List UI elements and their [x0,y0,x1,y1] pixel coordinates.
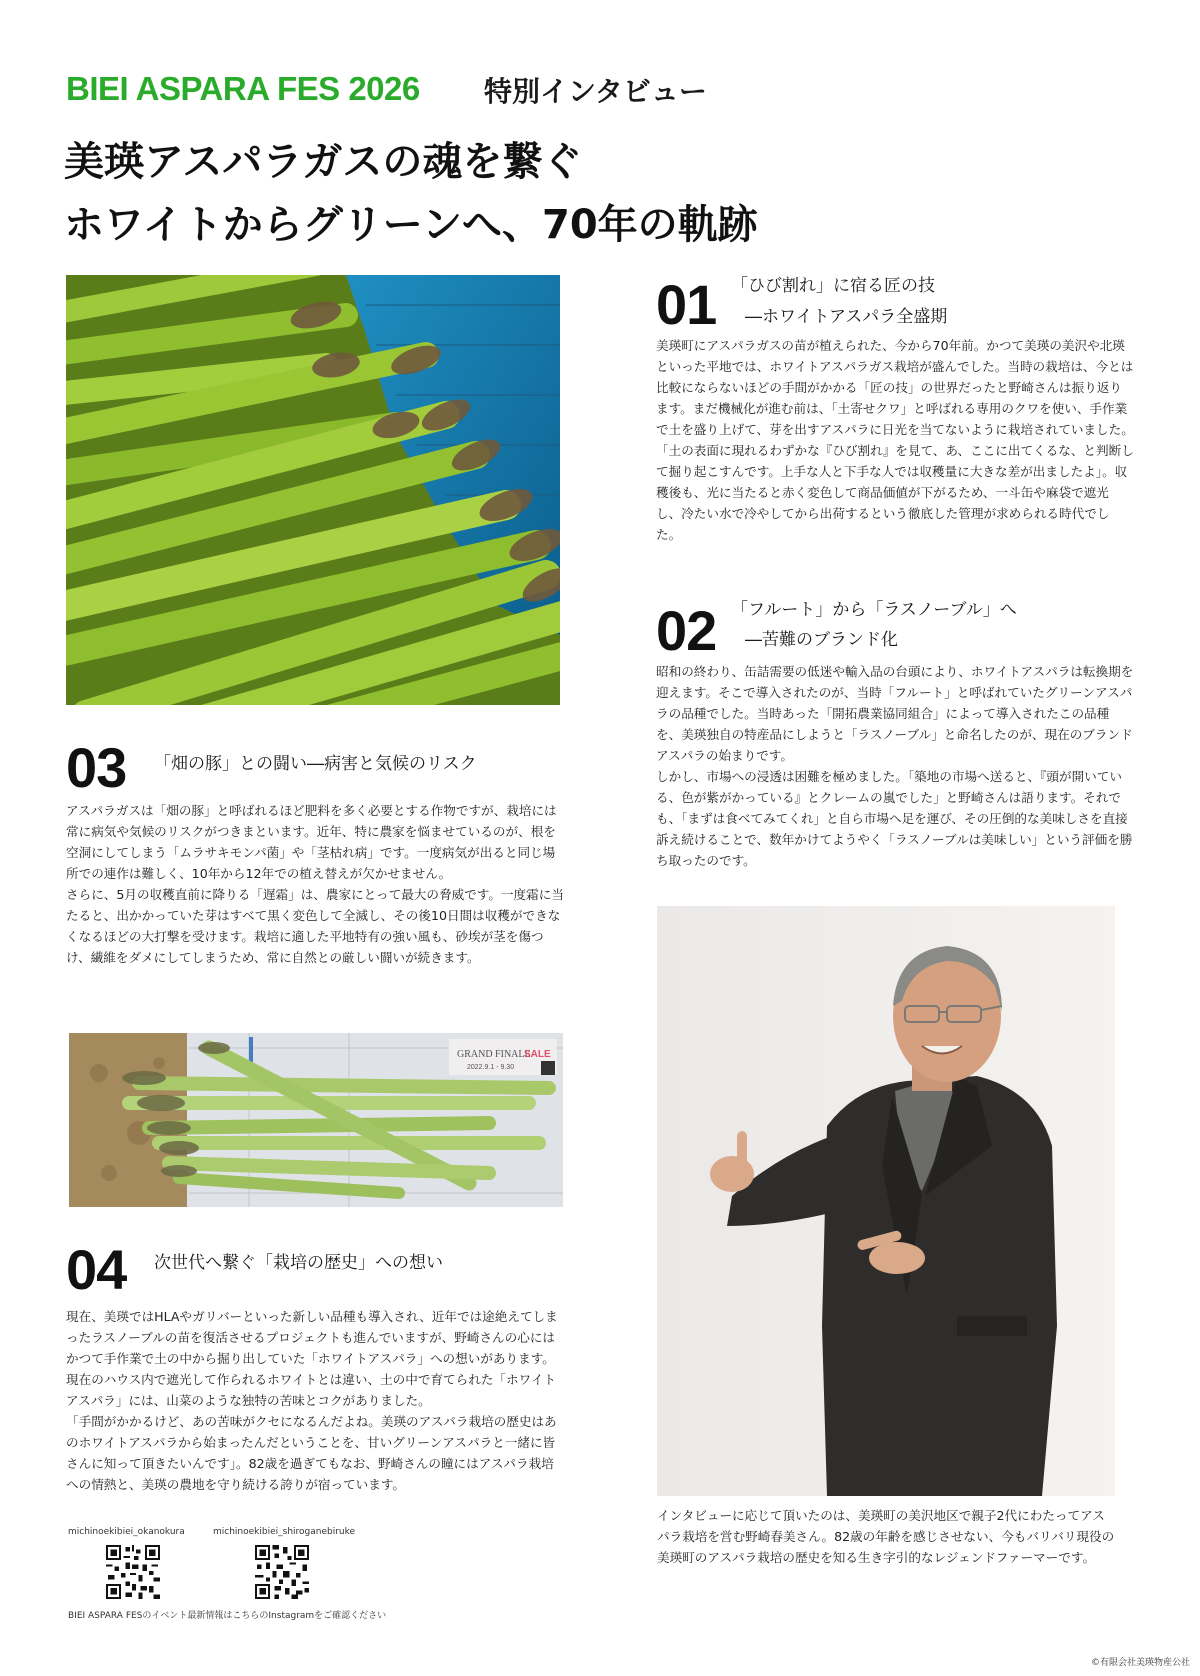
section-01-number: 01 [656,273,717,336]
section-03-title: 「畑の豚」との闘い―病害と気候のリスク [154,754,477,774]
svg-text:2022.9.1 - 9.30: 2022.9.1 - 9.30 [467,1064,515,1071]
copyright: ©有限会社美瑛物産公社 [1090,1658,1190,1668]
section-03-number: 03 [66,736,127,799]
section-02-title: 「フルート」から「ラスノーブル」へ [731,600,1017,620]
section-03-paragraph: アスパラガスは「畑の豚」と呼ばれるほど肥料を多く必要とする作物ですが、栽培には常に病気や気候のリスクがつきまといます。近年、特に農家を悩ませているのが、根を空洞にしてしまう「ムラサキモンパ菌」や「茎枯れ病」です。一度病気が出ると同じ場所での連作は難しく、10年から12年での植え替えが欠かせません。 [66,803,557,881]
section-04-body [66,1306,566,1495]
qr-code-icon[interactable] [255,1545,309,1599]
instagram-handle-okanokura[interactable]: michinoekibiei_okanokura [68,1527,185,1537]
section-02-number: 02 [656,599,717,662]
section-02-paragraph: 昭和の終わり、缶詰需要の低迷や輸入品の台頭により、ホワイトアスパラは転換期を迎えます。そこで導入されたのが、当時「フルート」と呼ばれていたグリーンアスパラの品種でした。当時あった「開拓農業協同組合」によって導入されたこの品種を、美瑛独自の特産品にしようと「ラスノーブル」と命名したのが、現在のブランドアスパラの始まりです。 [656,664,1134,763]
interview-kicker: 特別インタビュー [484,75,707,108]
section-01-body [656,335,1134,545]
section-02-paragraph: しかし、市場への浸透は困難を極めました。「築地の市場へ送ると、『頭が開いている、色が紫がかっている』とクレームの嵐でした」と野崎さんは語ります。それでも、「まずは食べてみてくれ」と自ら市場へ足を運び、その圧倒的な美味しさを直接訴え続けることで、数年かけてようやく「ラスノーブルは美味しい」という評価を勝ち取ったのです。 [656,769,1133,868]
section-04-paragraph: 「手間がかかるけど、あの苦味がクセになるんだよね。美瑛のアスパラ栽培の歴史はあのホワイトアスパラから始まったんだということを、甘いグリーンアスパラと一緒に皆さんに知って頂きたいんです」。82歳を過ぎてもなお、野崎さんの瞳にはアスパラ栽培への情熱と、美瑛の農地を守り続ける誇りが宿っています。 [66,1414,557,1492]
svg-text:SALE: SALE [524,1049,551,1060]
section-04-number: 04 [66,1238,127,1301]
section-01-paragraph: 「土の表面に現れるわずかな『ひび割れ』を見て、あ、ここに出てくるな、と判断して掘り起こすんです。上手な人と下手な人では収穫量に大きな差が出ましたよ」。収穫後も、光に当たると赤く変色して商品価値が下がるため、一斗缶や麻袋で遮光し、冷たい水で冷やしてから出荷するという徹底した管理が求められる時代でした。 [656,443,1134,542]
headline-line-1: 美瑛アスパラガスの魂を繋ぐ [64,139,583,185]
headline-line-2: ホワイトからグリーンへ、70年の軌跡 [64,202,758,248]
section-04-title: 次世代へ繋ぐ「栽培の歴史」への想い [154,1253,443,1273]
qr-code-icon[interactable] [106,1545,160,1599]
section-01-title: 「ひび割れ」に宿る匠の技 [731,276,935,296]
photo-asparagus-bundle [69,1033,563,1207]
section-01-subtitle: ―ホワイトアスパラ全盛期 [745,307,948,327]
photo-farmer-portrait [657,906,1115,1496]
photo-asparagus-crate [66,275,560,705]
section-03-paragraph: さらに、5月の収穫直前に降りる「遅霜」は、農家にとって最大の脅威です。一度霜に当たると、出かかっていた芽はすべて黒く変色して全滅し、その後10日間は収穫ができなくなるほどの大打撃を受けます。栽培に適した平地特有の強い風も、砂埃が茎を傷つけ、繊維をダメにしてしまうため、常に自然との厳しい闘いが続きます。 [66,887,564,965]
instagram-note: BIEI ASPARA FESのイベント最新情報はこちらのInstagramをご確認ください [68,1611,387,1621]
event-brand-title: BIEI ASPARA FES 2026 [66,70,420,107]
section-01-paragraph: 美瑛町にアスパラガスの苗が植えられた、今から70年前。かつて美瑛の美沢や北瑛といった平地では、ホワイトアスパラガス栽培が盛んでした。当時の栽培は、今とは比較にならないほどの手間がかかる「匠の技」の世界だったと野崎さんは振り返ります。まだ機械化が進む前は、「土寄せクワ」と呼ばれる専用のクワを使い、手作業で土を盛り上げて、芽を出すアスパラに日光を当てないように栽培されていました。 [656,338,1134,437]
section-04-paragraph: 現在、美瑛ではHLAやガリバーといった新しい品種も導入され、近年では途絶えてしまったラスノーブルの苗を復活させるプロジェクトも進んでいますが、野崎さんの心にはかつて手作業で土の中から掘り出していた「ホワイトアスパラ」への想いがあります。現在のハウス内で遮光して作られるホワイトとは違い、土の中で育てられた「ホワイトアスパラ」には、山菜のような独特の苦味とコクがありました。 [66,1309,558,1408]
instagram-handle-shiroganebiruke[interactable]: michinoekibiei_shiroganebiruke [213,1527,356,1537]
portrait-caption: インタビューに応じて頂いたのは、美瑛町の美沢地区で親子2代にわたってアスパラ栽培を営む野崎春美さん。82歳の年齢を感じさせない、今もバリバリ現役の美瑛町のアスパラ栽培の歴史を知る生き字引的なレジェンドファーマーです。 [657,1508,1115,1565]
section-02-body [656,661,1134,871]
section-03-body [66,800,566,968]
newspaper-ad-text: GRAND FINALE [457,1049,531,1060]
section-02-subtitle: ―苦難のブランド化 [745,630,898,650]
